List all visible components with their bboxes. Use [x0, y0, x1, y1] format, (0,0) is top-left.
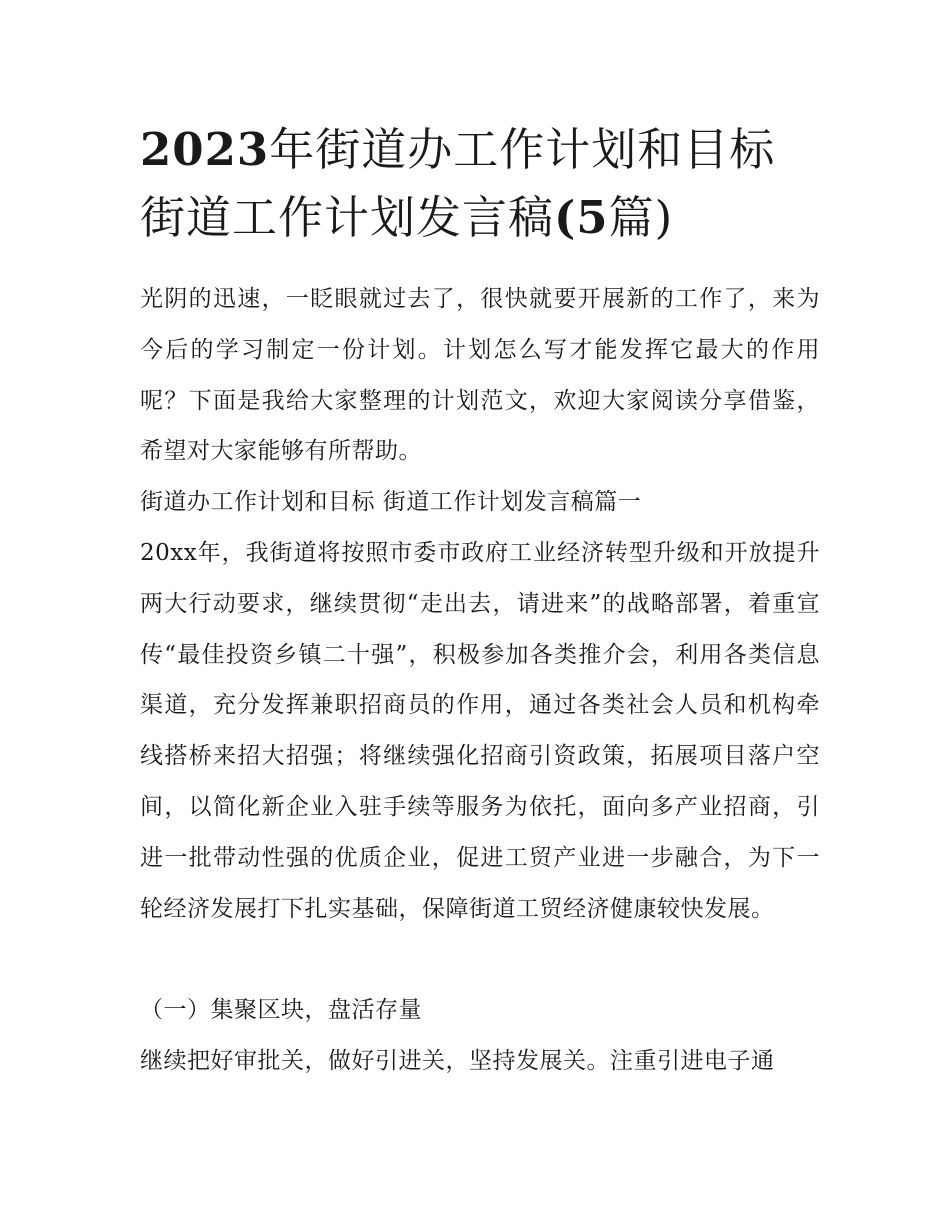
title-line1-text: 年街道办工作计划和目标	[269, 123, 776, 176]
section-heading: 街道办工作计划和目标 街道工作计划发言稿篇一	[140, 489, 642, 515]
intro-paragraph: 光阴的迅速，一眨眼就过去了，很快就要开展新的工作了，来为今后的学习制定一份计划。计划怎么写才能发挥它最大的作用呢？下面是我给大家整理的计划范文，欢迎大家阅读分享借鉴，希望对大家能够有所帮助。	[140, 286, 820, 465]
subheading-1: （一）集聚区块，盘活存量	[140, 997, 422, 1023]
body-paragraph-2: 继续把好审批关，做好引进关，坚持发展关。注重引进电子通	[140, 1048, 775, 1074]
title-line2-text: 街道工作计划发言稿	[140, 191, 555, 244]
title-year: 2023	[140, 123, 270, 176]
body-paragraph-1: 20xx年，我街道将按照市委市政府工业经济转型升级和开放提升两大行动要求，继续贯彻“走出去，请进来”的战略部署，着重宣传“最佳投资乡镇二十强”，积极参加各类推介会，利用各类信息渠道，充分发挥兼职招商员的作用，通过各类社会人员和机构牵线搭桥来招大招强；将继续强化招商引资政策，拓展项目落户空间，以简化新企业入驻手续等服务为依托，面向多产业招商，引进一批带动性强的优质企业，促进工贸产业进一步融合，为下一轮经济发展打下扎实基础，保障街道工贸经济健康较快发展。	[140, 540, 820, 922]
title-count-tail: 篇)	[608, 191, 674, 244]
title-count: (5	[554, 191, 609, 244]
document-title	[140, 116, 820, 252]
